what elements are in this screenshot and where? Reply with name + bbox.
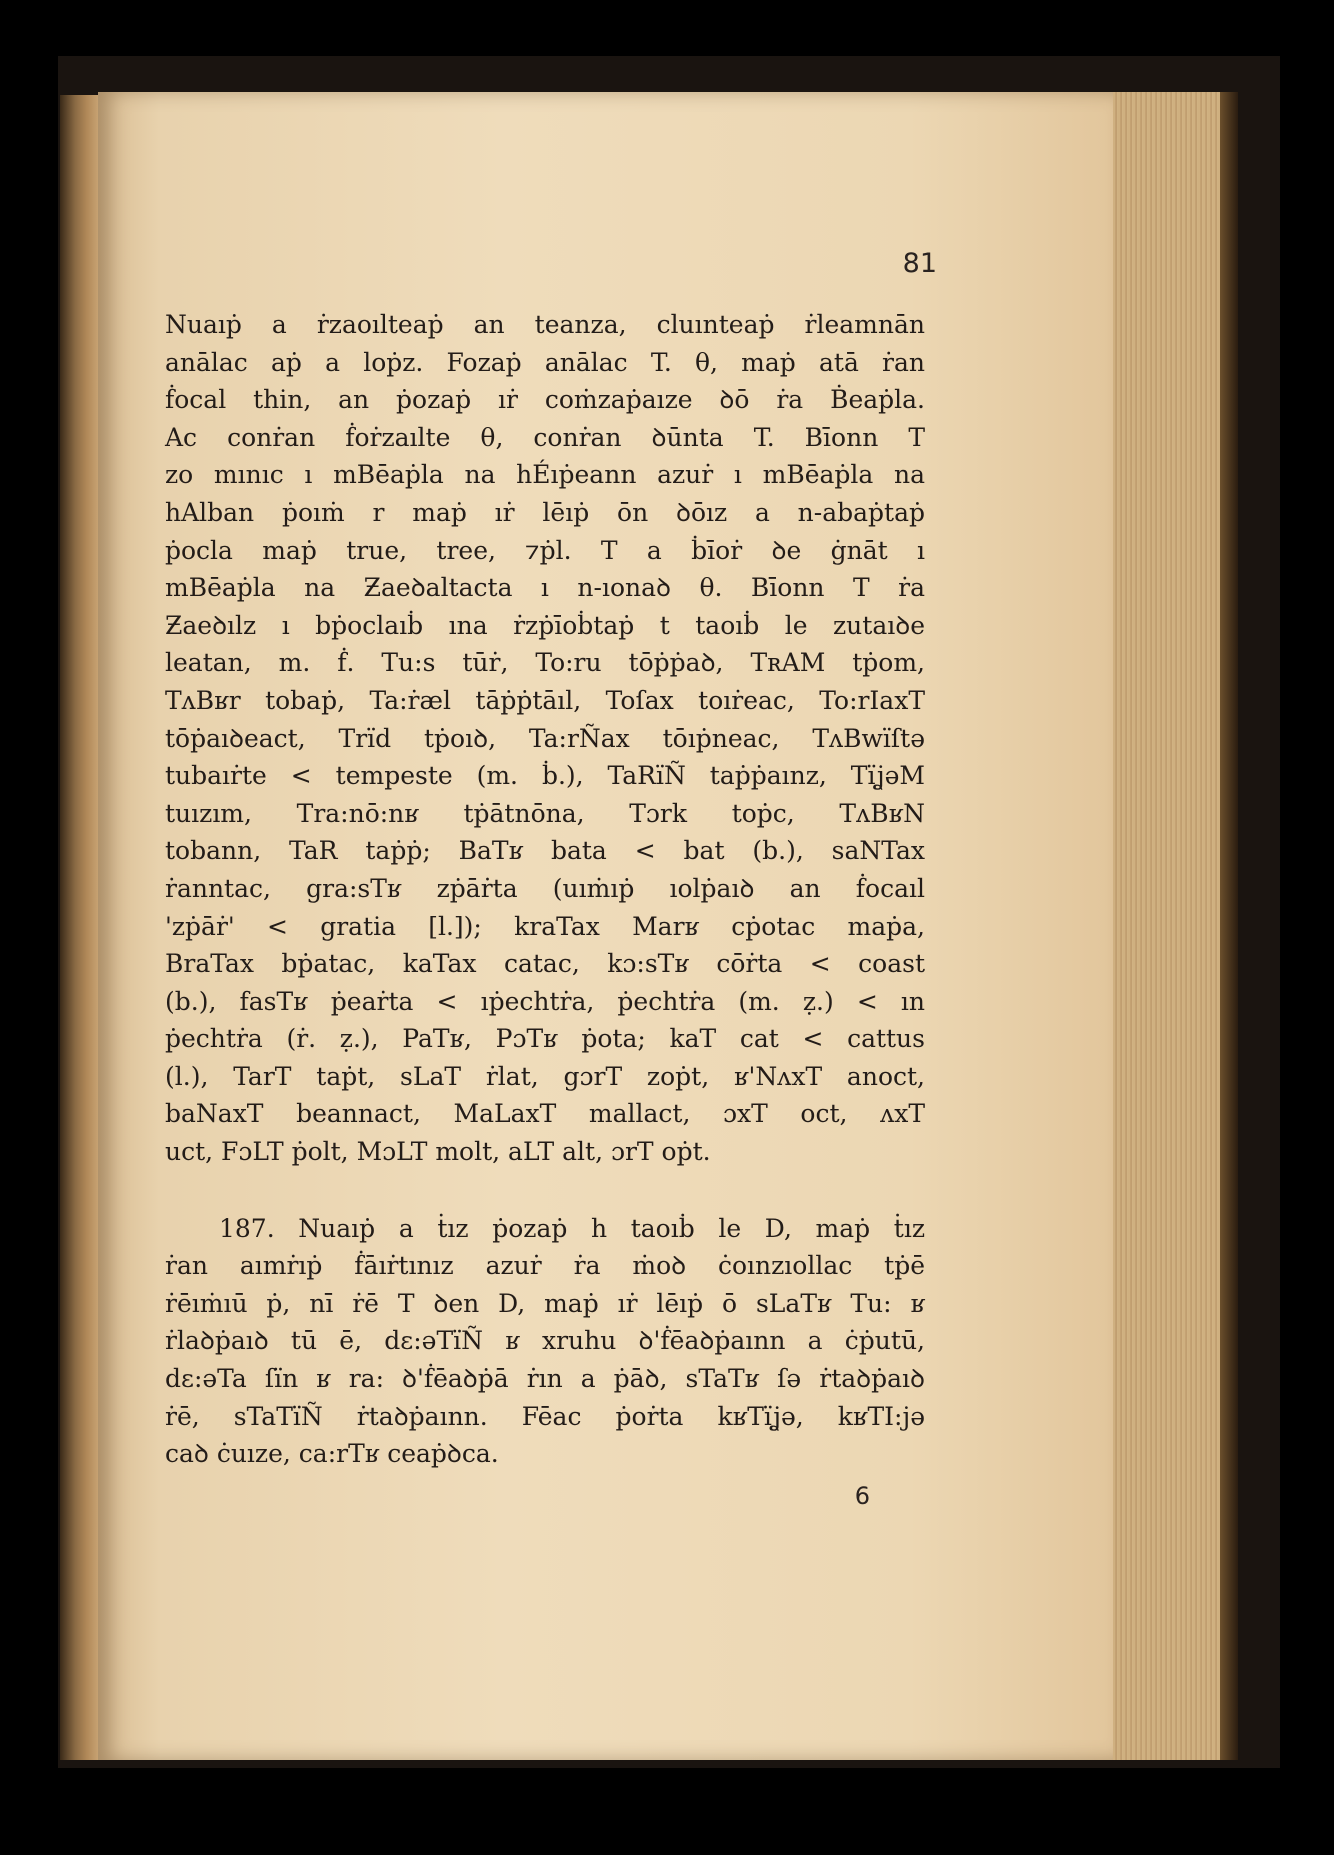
text-line: BraTax bṗatac, kaTax catac, kɔ:sTʁ cōṙta < coast xyxy=(165,949,925,979)
text-line: zo mınıc ı mBēaṗla na hÉıṗeann azuṙ ı mBēaṗla na xyxy=(165,460,925,490)
text-line: (b.), fasTʁ ṗeaṙta < ıṗechtṙa, ṗechtṙa (m. ẓ.) < ın xyxy=(165,986,925,1016)
text-line: Ac conṙan ḟoṙzaılte θ, conṙan ꝺūnta T. Bīonn T xyxy=(165,422,925,452)
text-line: tobann, TaR taṗṗ; BaTʁ bata < bat (b.), saNTax xyxy=(165,836,925,866)
text-line: ṙlaꝺṗaıꝺ tū ē, dɛ:əTïÑ ʁ xruhu ꝺ'ḟēaꝺṗaınn a ċṗutū, xyxy=(165,1326,925,1356)
text-line: caꝺ ċuıze, ca:rTʁ ceaṗꝺca. xyxy=(165,1439,499,1469)
text-line: Nuaıṗ a ṙzaoılteaṗ an teanza, cluınteaṗ ṙleamnān xyxy=(165,310,925,339)
page-edges xyxy=(1113,92,1223,1760)
text-line: Ƶaeꝺılz ı bṗoclaıḃ ına ṙzṗīoḃtaṗ t taoıḃ le zutaıꝺe xyxy=(165,610,925,640)
text-line: ṙanntac, gra:sTʁ zṗāṙta (uıṁıṗ ıolṗaıꝺ an ḟocaıl xyxy=(165,873,925,903)
text-line: ṙē, sTaTïÑ ṙtaꝺṗaınn. Fēac ṗoṙta kʁTïʝə, kʁTI:jə xyxy=(165,1401,925,1431)
text-line: leatan, m. ḟ. Tu:s tūṙ, To:ru tōṗṗaꝺ, TʀAM tṗom, xyxy=(165,648,925,678)
text-line: ṗechtṙa (ṙ. ẓ.), PaTʁ, PɔTʁ ṗota; kaT cat < cattus xyxy=(165,1024,925,1054)
text-line: 'zṗāṙ' < gratia [l.]); kraTax Marʁ cṗotac maṗa, xyxy=(165,911,925,941)
paragraph-2 xyxy=(165,1210,925,1473)
text-line: 187. Nuaıṗ a ṫız ṗozaṗ h taoıḃ le D, maṗ ṫız xyxy=(219,1213,925,1243)
text-line: ṙēıṁıū ṗ, nī ṙē T ꝺen D, maṗ ıṙ lēıṗ ō sLaTʁ Tu: ʁ xyxy=(165,1288,925,1318)
left-page-edge xyxy=(60,95,98,1760)
text-line: ṗocla maṗ true, tree, ⁊ṗl. T a ḃīoṙ ꝺe ġnāt ı xyxy=(165,535,925,565)
text-block xyxy=(165,306,925,1473)
text-line: baNaxT beannact, MaLaxT mallact, ɔxT oct, ʌxT xyxy=(165,1099,925,1129)
text-line: hAlban ṗoıṁ r maṗ ıṙ lēıṗ ōn ꝺōız a n-abaṗtaṗ xyxy=(165,497,925,527)
text-line: ḟocal thin, an ṗozaṗ ıṙ coṁzaṗaıze ꝺō ṙa Ḃeaṗla. xyxy=(165,385,925,415)
text-line: tuızım, Tra:nō:nʁ tṗātnōna, Tɔrk toṗc, TʌBʁN xyxy=(165,798,925,828)
text-line: ṙan aımṙıṗ ḟāıṙtınız azuṙ ṙa ṁoꝺ ċoınzıollac tṗē xyxy=(165,1251,925,1281)
paragraph-1 xyxy=(165,306,925,1171)
text-line: mBēaṗla na Ƶaeꝺaltacta ı n-ıonaꝺ θ. Bīonn T ṙa xyxy=(165,573,925,603)
text-line: uct, FɔLT ṗolt, MɔLT molt, aLT alt, ɔrT oṗt. xyxy=(165,1137,711,1167)
text-line: TʌBʁr tobaṗ, Ta:ṙæl tāṗṗtāıl, Toſax toıṙeac, To:rIaxT xyxy=(165,685,925,715)
edge-shadow xyxy=(1220,92,1238,1760)
paragraph-gap xyxy=(165,1171,925,1210)
text-line: tōṗaıꝺeact, Trïd tṗoıꝺ, Ta:rÑax tōıṗneac, TʌBwïſtə xyxy=(165,723,925,753)
signature-mark: 6 xyxy=(854,1482,870,1510)
text-line: anālac aṗ a loṗz. Fozaṗ anālac T. θ, maṗ atā ṙan xyxy=(165,347,925,377)
text-line: dɛ:əTa ſïn ʁ ra: ꝺ'ḟēaꝺṗā ṙın a ṗāꝺ, sTaTʁ ſə ṙtaꝺṗaıꝺ xyxy=(165,1364,925,1394)
text-line: tubaıṙte < tempeste (m. ḃ.), TaRïÑ taṗṗaınz, TïʝəM xyxy=(165,761,925,791)
text-line: (l.), TarT taṗt, sLaT ṙlat, gɔrT zoṗt, ʁ'NʌxT anoct, xyxy=(165,1061,925,1091)
page-number: 81 xyxy=(902,248,937,279)
